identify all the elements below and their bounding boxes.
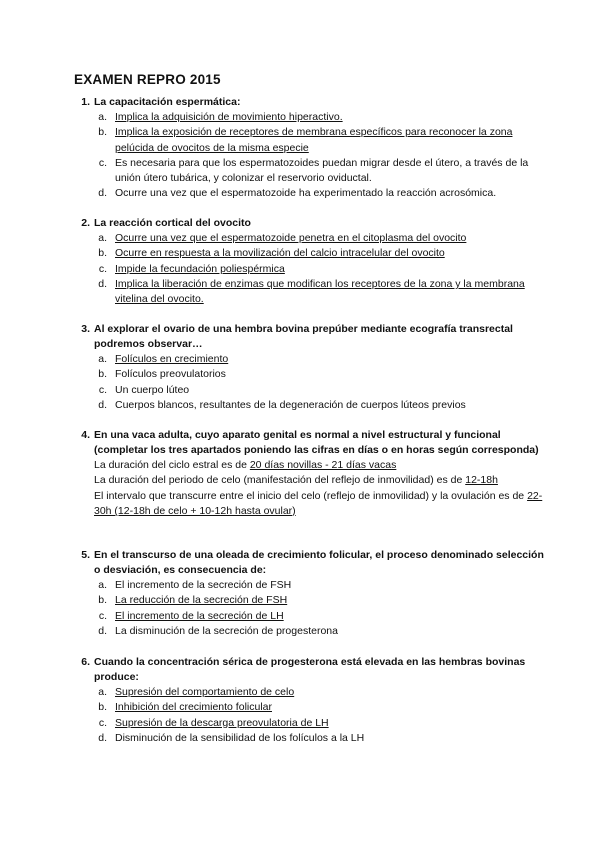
question-header — [70, 322, 548, 352]
option-text: Implica la exposición de receptores de membrana específicos para reconocer la zona pelúcida de ovocitos de la misma especie — [115, 126, 513, 154]
option-b: b. Inhibición del crecimiento folicular — [70, 700, 548, 715]
question-header — [70, 655, 548, 685]
question-header — [70, 428, 548, 458]
option-a: a. Supresión del comportamiento de celo — [70, 685, 548, 700]
question-header — [70, 95, 548, 110]
question-text: Al explorar el ovario de una hembra bovina prepúber mediante ecografía transrectal podremos observar… — [94, 323, 513, 350]
option-d: d. Implica la liberación de enzimas que modifican los receptores de la zona y la membrana vitelina del ovocito. — [70, 277, 548, 308]
option-text: La reducción de la secreción de FSH — [115, 594, 288, 607]
question-text: La capacitación espermática: — [94, 96, 241, 108]
option-d: d. La disminución de la secreción de progesterona — [70, 624, 548, 639]
option-text: Ocurre una vez que el espermatozoide penetra en el citoplasma del ovocito — [115, 232, 467, 244]
option-text: Supresión del comportamiento de celo — [115, 686, 295, 698]
option-list — [70, 110, 548, 202]
option-a: a. Folículos en crecimiento — [70, 352, 548, 367]
answer-blank: 20 días novillas - 21 días vacas — [249, 459, 397, 471]
option-text: Implica la liberación de enzimas que modifican los receptores de la zona y la membrana vitelina del ovocito. — [115, 277, 525, 306]
option-c: c. El incremento de la secreción de LH — [70, 609, 548, 624]
question-number: 3. — [81, 323, 90, 335]
option-text: La disminución de la secreción de progesterona — [115, 624, 338, 637]
question-text: En una vaca adulta, cuyo aparato genital es normal a nivel estructural y funcional (completar los tres apartados poniendo las cifras en días o en horas según corresponda) — [94, 429, 539, 456]
option-c: c. Un cuerpo lúteo — [70, 383, 548, 398]
option-d: d. Disminución de la sensibilidad de los folículos a la LH — [70, 731, 548, 746]
option-b: b. Implica la exposición de receptores de membrana específicos para reconocer la zona pelúcida de ovocitos de la misma especie — [70, 125, 548, 156]
option-text: Folículos preovulatorios — [115, 368, 226, 381]
option-b: b. La reducción de la secreción de FSH — [70, 593, 548, 608]
question-header — [70, 216, 548, 231]
option-text: Impide la fecundación poliespérmica — [115, 262, 285, 275]
option-text: Inhibición del crecimiento folicular — [115, 701, 272, 714]
option-text: Es necesaria para que los espermatozoides puedan migrar desde el útero, a través de la unión útero tubárica, y colonizar el reservorio oviductal. — [115, 156, 529, 185]
fill-line-ovulation: El intervalo que transcurre entre el inicio del celo (reflejo de inmovilidad) y la ovulación es de 22- 30h (12-18h de celo + 10-12h hasta ovular) — [94, 489, 543, 517]
option-d: d. Ocurre una vez que el espermatozoide ha experimentado la reacción acrosómica. — [70, 186, 548, 201]
question-number: 4. — [81, 429, 90, 441]
option-d: d. Cuerpos blancos, resultantes de la degeneración de cuerpos lúteos previos — [70, 398, 548, 413]
fill-line-estrus: La duración del periodo de celo (manifestación del reflejo de inmovilidad) es de 12-18h — [94, 474, 498, 487]
option-text: Disminución de la sensibilidad de los folículos a la LH — [115, 731, 365, 744]
option-list — [70, 352, 548, 413]
option-text: El incremento de la secreción de FSH — [115, 579, 292, 591]
option-text: Cuerpos blancos, resultantes de la degeneración de cuerpos lúteos previos — [115, 398, 466, 411]
question-1 — [70, 95, 548, 202]
option-text: Supresión de la descarga preovulatoria de LH — [115, 716, 329, 729]
question-number: 1. — [81, 96, 90, 108]
question-6 — [70, 655, 548, 746]
question-4 — [70, 428, 548, 519]
option-list — [70, 231, 548, 307]
option-list — [70, 685, 548, 746]
fill-line-cycle: La duración del ciclo estral es de 20 días novillas - 21 días vacas — [94, 459, 397, 471]
option-text: Ocurre en respuesta a la movilización del calcio intracelular del ovocito — [115, 247, 445, 260]
question-text: La reacción cortical del ovocito — [94, 217, 251, 229]
option-text: Implica la adquisición de movimiento hiperactivo. — [115, 111, 343, 123]
option-text: Ocurre una vez que el espermatozoide ha experimentado la reacción acrosómica. — [115, 187, 497, 200]
question-number: 2. — [81, 217, 90, 229]
option-list — [70, 578, 548, 639]
option-a: a. El incremento de la secreción de FSH — [70, 578, 548, 593]
question-text: En el transcurso de una oleada de crecimiento folicular, el proceso denominado selección o desviación, es consecuencia de: — [94, 549, 544, 576]
option-text: El incremento de la secreción de LH — [115, 609, 284, 622]
option-b: b. Folículos preovulatorios — [70, 367, 548, 382]
question-2 — [70, 216, 548, 307]
option-a: a. Implica la adquisición de movimiento hiperactivo. — [70, 110, 548, 125]
option-c: c. Impide la fecundación poliespérmica — [70, 262, 548, 277]
answer-blank: 12-18h — [465, 474, 498, 487]
option-a: a. Ocurre una vez que el espermatozoide penetra en el citoplasma del ovocito — [70, 231, 548, 246]
option-c: c. Supresión de la descarga preovulatoria de LH — [70, 716, 548, 731]
option-text: Un cuerpo lúteo — [115, 383, 190, 396]
question-5 — [70, 548, 548, 639]
question-number: 6. — [81, 656, 90, 668]
answer-blank: 22- 30h (12-18h de celo + 10-12h hasta ovular) — [94, 489, 543, 517]
option-text: Folículos en crecimiento — [115, 353, 229, 365]
question-number: 5. — [81, 549, 90, 561]
question-header — [70, 548, 548, 578]
option-c: c. Es necesaria para que los espermatozoides puedan migrar desde el útero, a través de la unión útero tubárica, y colonizar el reservorio oviductal. — [70, 156, 548, 187]
page-title: EXAMEN REPRO 2015 — [74, 72, 221, 87]
question-text: Cuando la concentración sérica de progesterona está elevada en las hembras bovinas produce: — [94, 656, 526, 683]
option-b: b. Ocurre en respuesta a la movilización del calcio intracelular del ovocito — [70, 246, 548, 261]
question-3 — [70, 322, 548, 413]
